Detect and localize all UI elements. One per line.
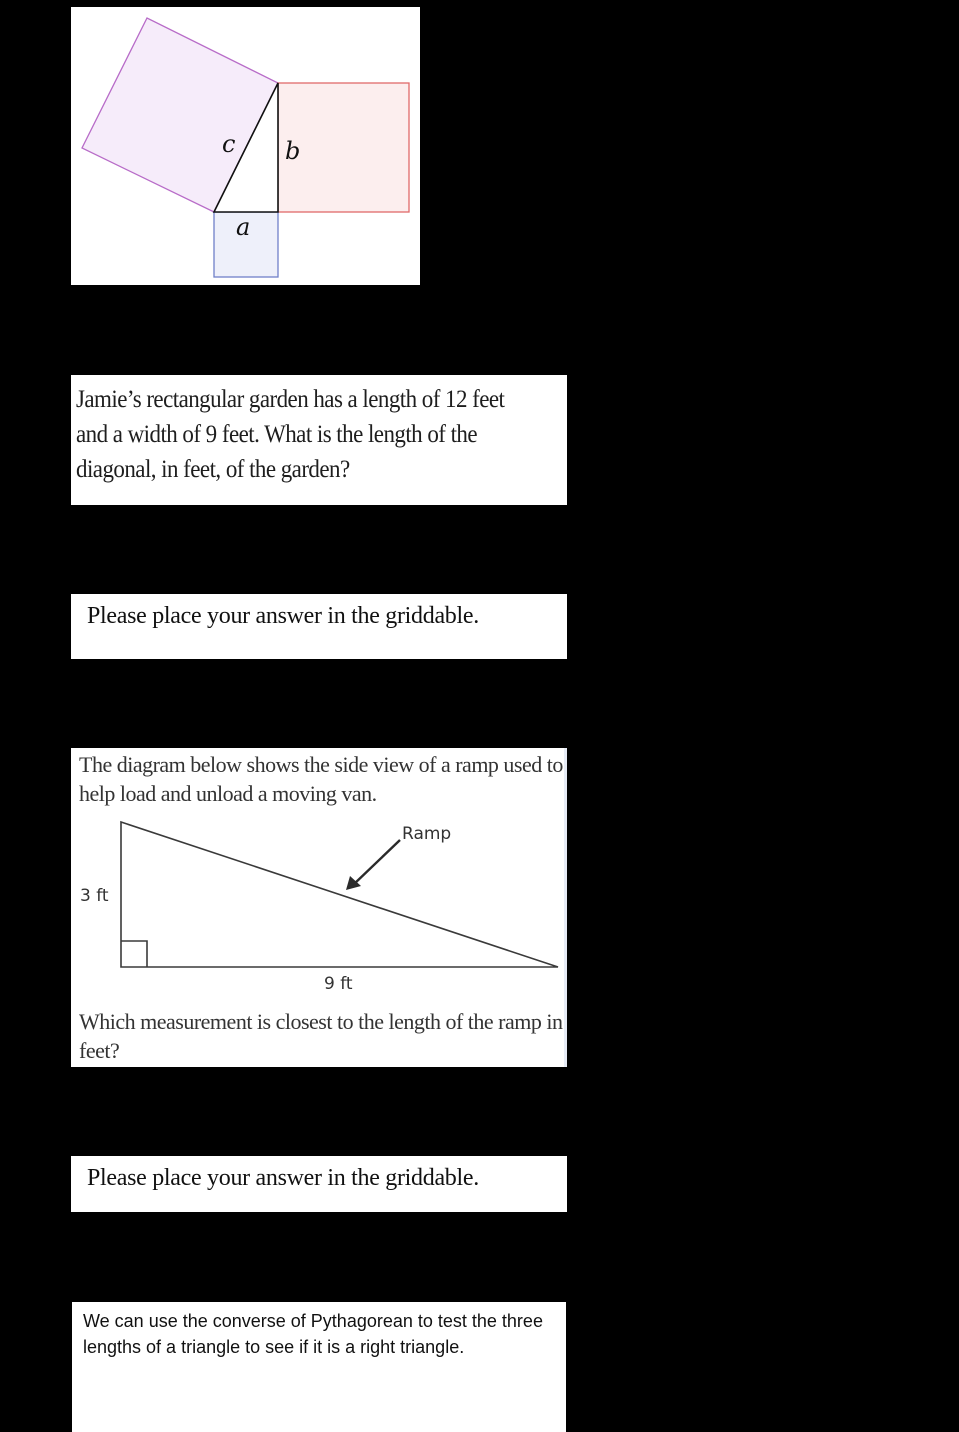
label-c: c (222, 130, 236, 158)
right-angle-marker (121, 941, 147, 967)
label-b: b (285, 137, 301, 165)
label-a: a (236, 213, 251, 241)
ramp-triangle (121, 822, 558, 967)
answer-prompt-text-1: Please place your answer in the griddable. (87, 603, 479, 629)
answer-prompt-text-2: Please place your answer in the griddable. (87, 1165, 479, 1191)
ramp-problem-question: Which measurement is closest to the length of the ramp in feet? (79, 1009, 563, 1063)
base-label: 9 ft (324, 974, 353, 994)
answer-prompt-card-2 (71, 1156, 567, 1212)
ramp-arrow (353, 840, 400, 885)
pythagorean-diagram (71, 7, 420, 285)
pythagorean-diagram-card (71, 7, 420, 285)
ramp-problem-card (71, 748, 567, 1067)
garden-problem-text: Jamie’s rectangular garden has a length of 12 feet and a width of 9 feet. What is the length of the diagonal, in feet, of the garden? (76, 386, 505, 483)
converse-note-card (72, 1302, 566, 1432)
height-label: 3 ft (80, 886, 109, 906)
ramp-label: Ramp (402, 824, 452, 844)
converse-note-text: We can use the converse of Pythagorean to test the three lengths of a triangle to see if it is a right triangle. (83, 1311, 543, 1357)
garden-problem-card (71, 375, 567, 505)
ramp-problem-intro: The diagram below shows the side view of a ramp used to help load and unload a moving van. (79, 752, 563, 806)
answer-prompt-card-1 (71, 594, 567, 659)
